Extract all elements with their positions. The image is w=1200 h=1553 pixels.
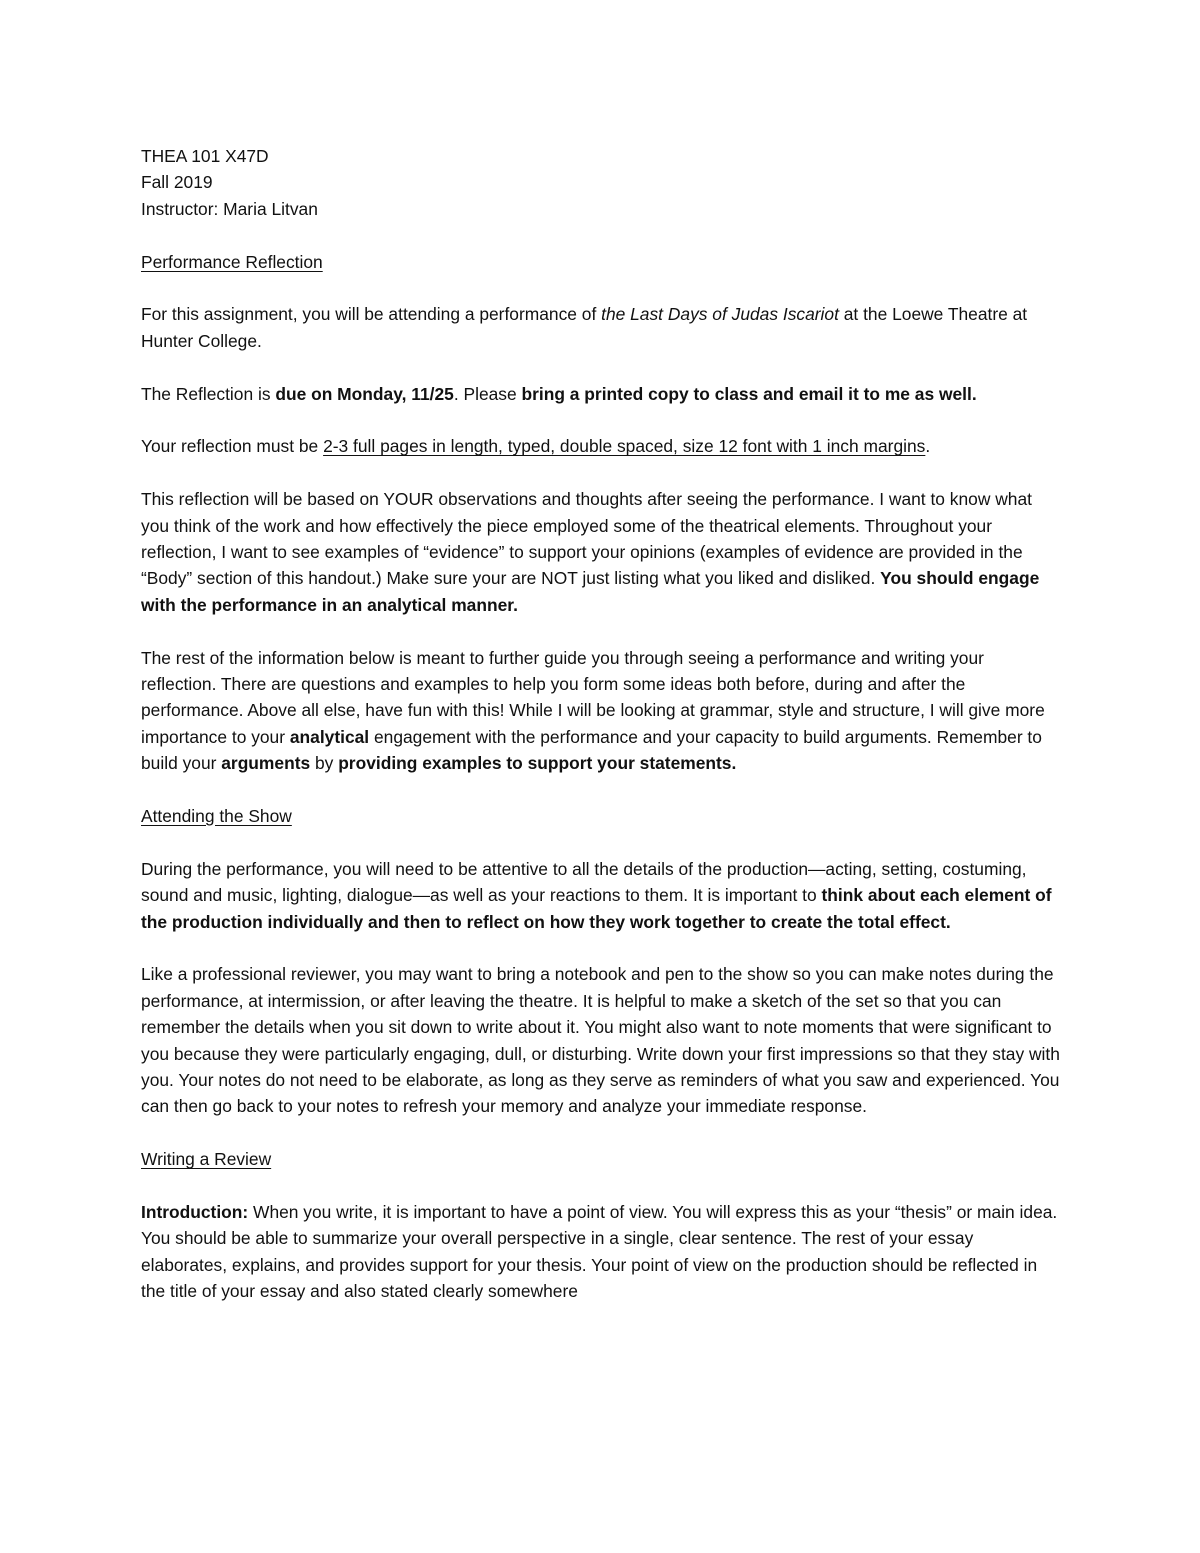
play-title: the Last Days of Judas Iscariot [601,304,839,325]
text: engagement with the performance and your capacity to build arguments. Remember to build your [141,726,1042,774]
text: During the performance, you will need to be attentive to all the details of the production—acting, setting, costuming, sound and music, lighting, dialogue—as well as your reactions to them. It is important to [141,858,1027,906]
text: For this assignment, you will be attending a performance of [141,304,602,325]
text: The Reflection is [141,383,276,404]
text: at the Loewe Theatre at Hunter College. [141,304,1028,351]
document-body [141,143,1061,1305]
introduction-label: Introduction: [141,1202,249,1223]
course-code: THEA 101 X47D [141,146,269,166]
text: Your reflection must be [141,436,324,457]
paragraph-format [141,433,1061,459]
text: . [925,436,931,457]
emphasis: You should engage with the performance in an analytical manner. [141,568,1040,615]
submission-instructions: bring a printed copy to class and email it to me as well. [521,383,977,404]
text: . Please [453,383,522,404]
section-heading-performance-reflection [141,249,1061,275]
format-requirements: 2-3 full pages in length, typed, double spaced, size 12 font with 1 inch margins [323,436,926,457]
paragraph-assignment [141,301,1061,354]
paragraph-observations [141,486,1061,618]
paragraph-notes: Like a professional reviewer, you may want to bring a notebook and pen to the show so you can make notes during the performance, at intermission, or after leaving the theatre. It is helpful to make a sketch of the set so that you can remember the details when you sit down to write about it. You might also want to note moments that were significant to you because they were particularly engaging, dull, or disturbing. Write down your first impressions so that they stay with you. Your notes do not need to be elaborate, as long as they serve as reminders of what you saw and experienced. You can then go back to your notes to refresh your memory and analyze your immediate response. [141,964,1060,1117]
emphasis: providing examples to support your statements. [338,753,737,774]
section-heading-attending-show [141,803,1061,829]
text: When you write, it is important to have a point of view. You will express this as your “thesis” or main idea. You should be able to summarize your overall perspective in a single, clear sentence. The rest of your essay elaborates, explains, and provides support for your thesis. Your point of view on the production should be reflected in the title of your essay and also stated clearly somewhere [141,1202,1058,1302]
due-date: due on Monday, 11/25 [275,383,454,404]
paragraph-attentive [141,856,1061,935]
heading-text: Writing a Review [141,1149,272,1170]
instructor: Instructor: Maria Litvan [141,198,318,219]
text: by [310,753,339,774]
text: The rest of the information below is meant to further guide you through seeing a performance and writing your reflection. There are questions and examples to help you form some ideas both before, during and after the performance. Above all else, have fun with this! While I will be looking at grammar, style and structure, I will give more importance to your [141,647,1045,747]
term: Fall 2019 [141,172,213,193]
heading-text: Performance Reflection [141,251,323,272]
text: This reflection will be based on YOUR observations and thoughts after seeing the performance. I want to know what you think of the work and how effectively the piece employed some of the theatrical elements. Throughout your reflection, I want to see examples of “evidence” to support your opinions (examples of evidence are provided in the “Body” section of this handout.) Make sure your are NOT just listing what you liked and disliked. [141,489,1032,589]
emphasis: arguments [221,753,311,774]
emphasis: analytical [289,726,370,747]
section-heading-writing-review [141,1146,1061,1172]
emphasis: think about each element of the production individually and then to reflect on how they work together to create the total effect. [141,885,1052,932]
paragraph-guidance [141,645,1061,777]
paragraph-introduction [141,1199,1061,1305]
paragraph-due-date [141,381,1061,407]
heading-text: Attending the Show [141,806,292,827]
